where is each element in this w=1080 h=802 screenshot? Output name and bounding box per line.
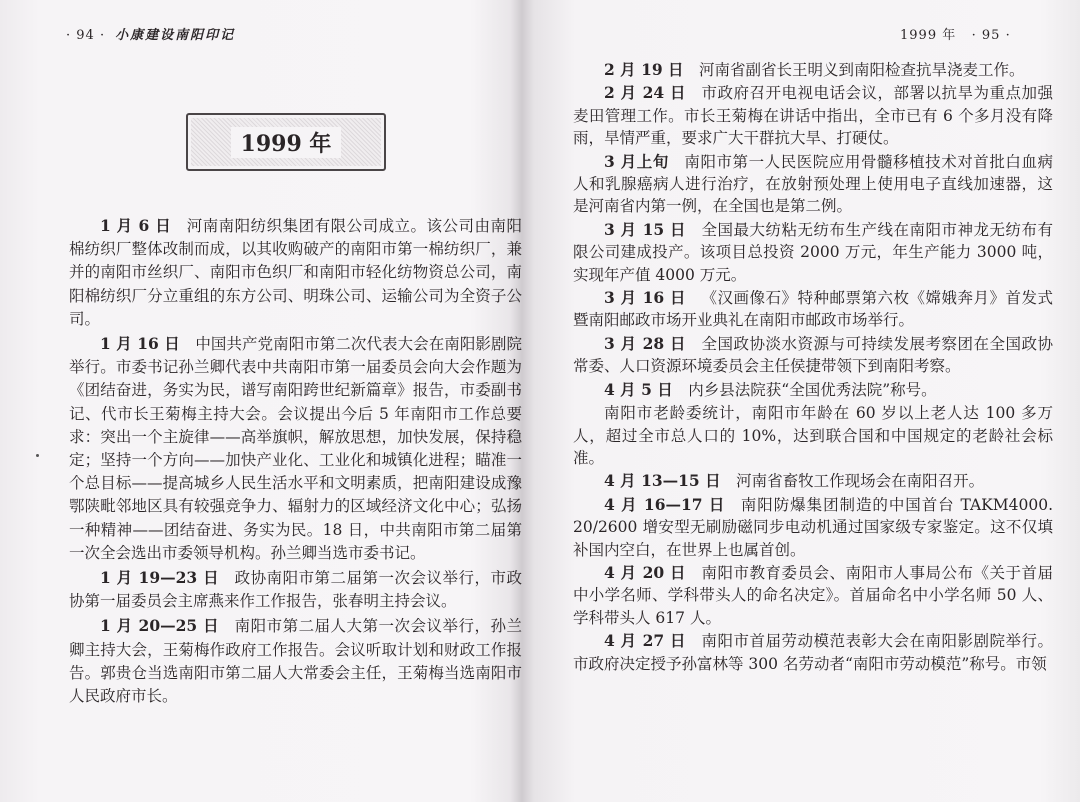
chronology-entry [573, 379, 1053, 401]
entry-text: 南阳市老龄委统计，南阳市年龄在 60 岁以上老人达 100 多万人，超过全市总人口的 10%，达到联合国和中国规定的老龄社会标准。 [573, 404, 1053, 467]
left-page-number: · 94 · [66, 28, 106, 43]
entry-date: 3 月 16 日 [604, 288, 687, 308]
entry-date: 1 月 6 日 [100, 216, 172, 235]
right-page-number: · 95 · [971, 28, 1011, 43]
margin-mark [36, 454, 39, 457]
left-page-header [66, 24, 235, 43]
book-title: 小康建设南阳印记 [115, 28, 236, 43]
entry-text: 南阳市首届劳动模范表彰大会在南阳影剧院举行。市政府决定授予孙富林等 300 名劳动者“南阳市劳动模范”称号。市领 [573, 632, 1053, 673]
chronology-entry [573, 562, 1053, 629]
entry-date: 4 月 20 日 [604, 562, 687, 582]
chronology-entry [573, 470, 1053, 492]
entry-date: 4 月 5 日 [604, 379, 673, 399]
entry-date: 4 月 13—15 日 [604, 471, 721, 491]
chronology-entry [573, 494, 1053, 561]
chronology-entry [573, 287, 1053, 332]
entry-text: 南阳市教育委员会、南阳市人事局公布《关于首届中小学名师、学科带头人的命名决定》。首届命名中小学名师 50 人、学科带头人 617 人。 [573, 563, 1053, 627]
chronology-entry [573, 219, 1053, 286]
right-page [535, 0, 1080, 802]
entry-date: 1 月 19—23 日 [100, 568, 220, 588]
entry-text: 全国最大纺粘无纺布生产线在南阳市神龙无纺布有限公司建成投产。该项目总投资 2000 万元，年生产能力 3000 吨，实现年产值 4000 万元。 [573, 220, 1053, 284]
entry-text: 内乡县法院获“全国优秀法院”称号。 [688, 380, 937, 399]
entry-text: 南阳市第二届人大第一次会议举行，孙兰卿主持大会，王菊梅作政府工作报告。会议听取计划和财政工作报告。郭贵仓当选南阳市第二届人大常委会主任，王菊梅当选南阳市人民政府市长。 [69, 617, 522, 706]
chronology-entry [573, 82, 1053, 149]
entry-date: 3 月上旬 [604, 151, 669, 171]
chronology-entry [69, 614, 522, 708]
left-entries [69, 214, 522, 709]
chronology-entry [573, 333, 1053, 378]
entry-text: 南阳市第一人民医院应用骨髓移植技术对首批白血病人和乳腺癌病人进行治疗，在放射预处理上使用电子直线加速器，这是河南省内第一例，在全国也是第二例。 [573, 152, 1053, 216]
entry-date: 1 月 20—25 日 [100, 616, 220, 636]
chronology-entry [573, 151, 1053, 218]
entry-text: 河南南阳纺织集团有限公司成立。该公司由南阳棉纺织厂整体改制而成，以其收购破产的南阳市第一棉纺织厂，兼并的南阳市丝织厂、南阳市色织厂和南阳市轻化纺物资总公司，南阳棉纺织厂分立重组的东方公司、明珠公司、运输公司为全资子公司。 [69, 217, 522, 328]
entry-text: 中国共产党南阳市第二次代表大会在南阳影剧院举行。市委书记孙兰卿代表中共南阳市第一届委员会向大会作题为《团结奋进，务实为民，谱写南阳跨世纪新篇章》报告，市委副书记、代市长王菊梅主持大会。会议提出今后 5 年南阳市工作总要求：突出一个主旋律——高举旗帜，解放思想，加快发展，保持稳定；坚持一个方向——加快产业化、工业化和城镇化进程；瞄准一个总目标——提高城乡人民生活水平和文明素质，把南阳建设成豫鄂陕毗邻地区具有较强竞争力、辐射力的区域经济文化中心；弘扬一种精神——团结奋进、务实为民。18 日，中共南阳市第二届第一次全会选出市委领导机构。孙兰卿当选市委书记。 [69, 335, 522, 562]
chronology-entry [573, 630, 1053, 675]
entry-text: 《汉画像石》特种邮票第六枚《嫦娥奔月》首发式暨南阳邮政市场开业典礼在南阳市邮政市场举行。 [573, 289, 1053, 330]
entry-text: 河南省畜牧工作现场会在南阳召开。 [736, 472, 985, 491]
chronology-entry [69, 566, 522, 613]
entry-text: 政协南阳市第二届第一次会议举行，市政协第一届委员会主席燕来作工作报告，张春明主持会议。 [69, 569, 522, 611]
year-heading-box [186, 113, 386, 171]
entry-date: 3 月 28 日 [604, 333, 687, 353]
entry-date: 1 月 16 日 [100, 334, 180, 354]
right-page-header [900, 24, 1011, 43]
chronology-entry [69, 214, 522, 331]
chronology-entry [573, 402, 1053, 469]
entry-text: 南阳防爆集团制造的中国首台 TAKM4000. 20/2600 增安型无刷励磁同步电动机通过国家级专家鉴定。这不仅填补国内空白，在世界上也属首创。 [573, 495, 1053, 559]
entry-text: 河南省副省长王明义到南阳检查抗旱浇麦工作。 [699, 61, 1025, 79]
entry-date: 4 月 27 日 [604, 631, 687, 651]
chronology-entry [573, 59, 1053, 81]
chronology-entry [69, 332, 522, 565]
entry-date: 4 月 16—17 日 [604, 494, 726, 514]
entry-date: 2 月 19 日 [604, 60, 684, 79]
year-heading: 1999 年 [231, 127, 342, 158]
left-page [0, 0, 522, 802]
entry-date: 2 月 24 日 [604, 83, 687, 103]
entry-text: 市政府召开电视电话会议，部署以抗旱为重点加强麦田管理工作。市长王菊梅在讲话中指出，全市已有 6 个多月没有降雨，旱情严重，要求广大干群抗大旱、打硬仗。 [573, 84, 1053, 148]
right-header-year: 1999 年 [900, 28, 957, 43]
entry-date: 3 月 15 日 [604, 219, 687, 239]
right-entries [573, 59, 1053, 676]
entry-text: 全国政协淡水资源与可持续发展考察团在全国政协常委、人口资源环境委员会主任侯捷带领下到南阳考察。 [573, 334, 1053, 376]
